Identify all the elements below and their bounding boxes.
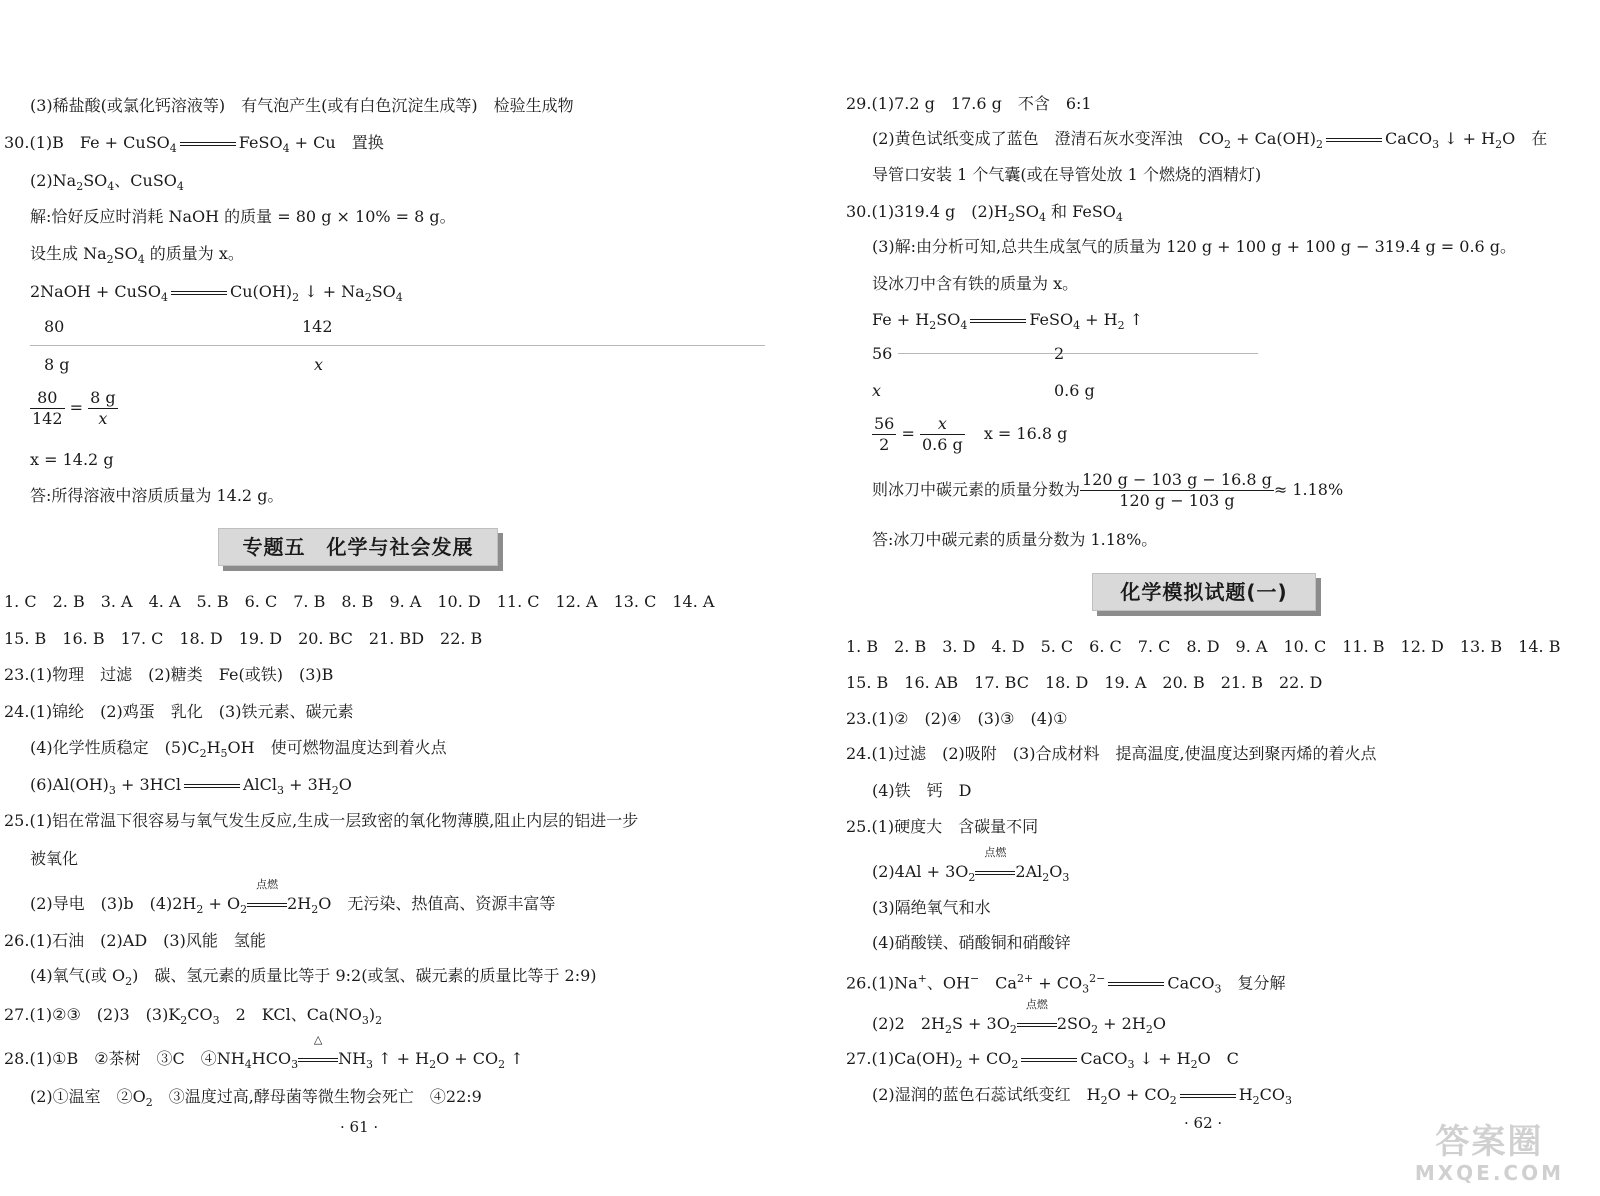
answer-q24-line1: 24.(1)锦纶 (2)鸡蛋 乳化 (3)铁元素、碳元素 [4, 702, 354, 721]
section-banner: 化学模拟试题(一) [1092, 573, 1316, 611]
ratio-value: 80 [44, 317, 65, 336]
answer-q25-line3: (2)导电 (3)b $(4)2H_2 + O_2$ 点燃 $2H_2O$ 无污染、热值高、资源丰富等 [30, 878, 556, 917]
ratio-value: x [314, 355, 324, 374]
solution-setup: 设生成 $Na_2SO_4$ 的质量为 x。 [30, 244, 244, 267]
solution-line: 解:恰好反应时消耗 NaOH 的质量 = 80 g × 10% = 8 g。 [30, 207, 456, 226]
solution-setup: 设冰刀中含有铁的质量为 x。 [872, 274, 1079, 293]
ratio-value: 8 g [44, 355, 70, 374]
answer-q25-line1: 25.(1)硬度大 含碳量不同 [846, 817, 1039, 836]
ratio-value: x [872, 381, 882, 400]
answer-q24-line2: (4)铁 钙 D [872, 781, 972, 800]
answer-q29-line3: 导管口安装 1 个气囊(或在导管处放 1 个燃烧的酒精灯) [872, 165, 1262, 184]
answer-q30-line1: 30.(1)319.4 g $(2)H_2SO_4$ 和 FeSO$_4$ [846, 202, 1123, 225]
mc-answers-row1: 1. B 2. B 3. D 4. D 5. C 6. C 7. C 8. D 9. A 10. C 11. B 12. D 13. B 14. B [846, 637, 1561, 656]
answer-statement: 答:冰刀中碳元素的质量分数为 1.18%。 [872, 530, 1158, 549]
answer-q27-line1: $27.(1)Ca(OH)_2 + CO_2$ CaCO$_3$ ↓ + $H_2O$ C [846, 1049, 1239, 1072]
right-page [846, 0, 1582, 1196]
answer-q24-line2: (4)化学性质稳定 $(5)C_2H_5OH$ 使可燃物温度达到着火点 [30, 738, 447, 761]
mc-answers-row1: 1. C 2. B 3. A 4. A 5. B 6. C 7. B 8. B 9. A 10. D 11. C 12. A 13. C 14. A [4, 592, 715, 611]
answer-q25-line2: $(2)4Al + 3O_2$ 点燃 $2Al_2O_3$ [872, 846, 1070, 885]
ratio-value: 142 [302, 317, 333, 336]
reaction-equation: 2NaOH + CuSO$_4$ $Cu(OH)_2$ ↓ + $Na_2SO_4$ [30, 282, 403, 305]
mc-answers-row2: 15. B 16. AB 17. BC 18. D 19. A 20. B 21. B 22. D [846, 673, 1323, 692]
mc-answers-row2: 15. B 16. B 17. C 18. D 19. D 20. BC 21. BD 22. B [4, 629, 483, 648]
answer-q26-line1: 26.(1)石油 (2)AD (3)风能 氢能 [4, 931, 266, 950]
answer-q30-line2: $(2)Na_2SO_4$、CuSO$_4$ [30, 171, 184, 194]
watermark-logo: 答案圈 MXQE.COM [1414, 1122, 1564, 1185]
answer-q27: 27.(1)②③ (2)3 $(3)K_2CO_3$ 2 KCl、$Ca(NO_3)_2$ [4, 1005, 383, 1028]
divider [898, 353, 1258, 354]
answer-q29-line2: (2)黄色试纸变成了蓝色 澄清石灰水变浑浊 $CO_2 + Ca(OH)_2$ CaCO$_3$ ↓ + $H_2O$ 在 [872, 129, 1548, 152]
carbon-fraction: 则冰刀中碳元素的质量分数为 $\frac{120 g - 103 g - 16.8 g}{120 g - 103 g}$ ≈ 1.18% [872, 470, 1344, 510]
proportion: $\frac{56}{2}$ = $\frac{x}{0.6 g}$ x = 16.8 g [874, 414, 1068, 454]
answer-q30-line2: (3)解:由分析可知,总共生成氢气的质量为 120 g + 100 g + 100 g − 319.4 g = 0.6 g。 [872, 237, 1517, 256]
proportion: $\frac{80}{142}$ = $\frac{8 g}{x}$ [32, 388, 116, 428]
answer-q24-line1: 24.(1)过滤 (2)吸附 (3)合成材料 提高温度,使温度达到聚丙烯的着火点 [846, 744, 1377, 763]
result-line: x = 16.8 g [983, 424, 1068, 443]
answer-q25-line1: 25.(1)铝在常温下很容易与氧气发生反应,生成一层致密的氧化物薄膜,阻止内层的铝进一步 [4, 811, 639, 830]
ratio-value: 2 [1054, 344, 1065, 363]
answer-line: (3)稀盐酸(或氯化钙溶液等) 有气泡产生(或有白色沉淀生成等) 检验生成物 [30, 96, 574, 115]
answer-q24-line3: $(6)Al(OH)_3 + 3HCl$ AlCl$_3$ + $3H_2O$ [30, 775, 352, 798]
answer-q26-line1: 26.(1)Na+、OH− $Ca^{2+} + CO_3^{2-}$ CaCO$_3$ 复分解 [846, 972, 1286, 996]
page-number: · 61 · [340, 1118, 379, 1136]
result-line: x = 14.2 g [30, 450, 114, 469]
section-banner: 专题五 化学与社会发展 [218, 528, 498, 566]
answer-q26-line2: (2)2 $2H_2S + 3O_2$ 点燃 $2SO_2 + 2H_2O$ [872, 998, 1166, 1037]
answer-q23: 23.(1)物理 过滤 (2)糖类 Fe(或铁) (3)B [4, 665, 334, 684]
divider [30, 345, 765, 346]
ratio-value: 0.6 g [1054, 381, 1095, 400]
answer-q25-line2: 被氧化 [30, 849, 79, 868]
answer-q29-line1: 29.(1)7.2 g 17.6 g 不含 6:1 [846, 94, 1092, 113]
left-page [0, 0, 780, 1196]
answer-q23: 23.(1)② (2)④ (3)③ (4)① [846, 709, 1068, 728]
answer-q27-line2: (2)湿润的蓝色石蕊试纸变红 $H_2O + CO_2$ $H_2CO_3$ [872, 1085, 1292, 1108]
answer-q25-line4: (4)硝酸镁、硝酸铜和硝酸锌 [872, 933, 1071, 952]
answer-statement: 答:所得溶液中溶质质量为 14.2 g。 [30, 486, 284, 505]
reaction-equation: $Fe + H_2SO_4$ FeSO$_4$ + $H_2$ ↑ [872, 310, 1144, 333]
answer-q26-line2: (4)氧气(或 $O_2$) 碳、氢元素的质量比等于 9:2(或氢、碳元素的质量比等于 2:9) [30, 966, 597, 989]
answer-q28-line2: (2)①温室 $②O_2$ ③温度过高,酵母菌等微生物会死亡 ④22:9 [30, 1087, 482, 1110]
ratio-value: 56 [872, 344, 893, 363]
answer-q30-line1: 30.(1)B Fe + CuSO$_4$ FeSO$_4$ + Cu 置换 [4, 133, 384, 156]
answer-q25-line3: (3)隔绝氧气和水 [872, 898, 991, 917]
answer-q28-line1: 28.(1)①B ②茶树 ③C $④NH_4HCO_3$ △ $NH_3$ ↑ + $H_2O + CO_2$ ↑ [4, 1033, 524, 1072]
page-number: · 62 · [1184, 1114, 1223, 1132]
